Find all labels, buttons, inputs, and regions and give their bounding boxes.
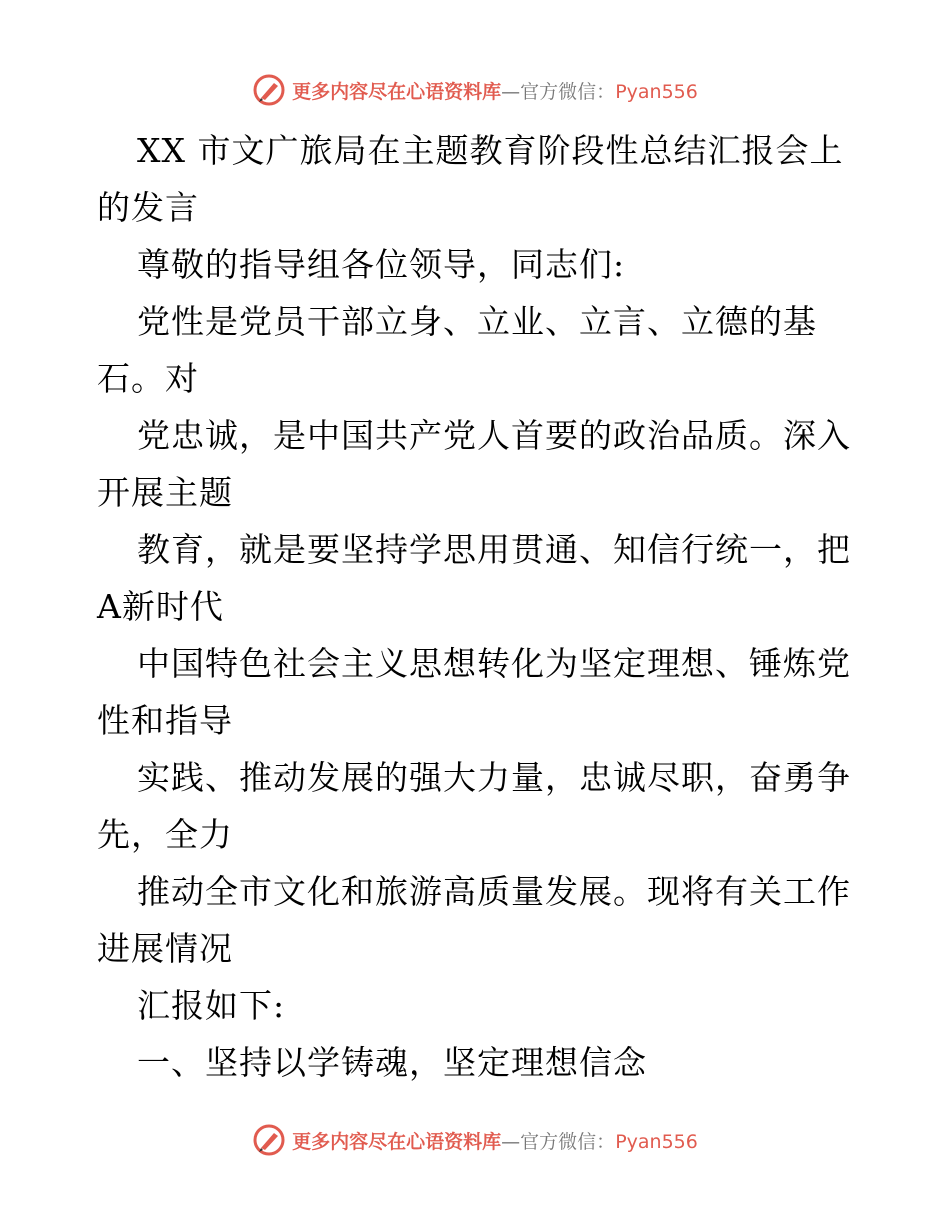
paragraph-line: 中国特色社会主义思想转化为坚定理想、锤炼党: [137, 644, 851, 683]
watermark-wechat-id: Pyan556: [615, 80, 698, 103]
watermark-text: [292, 1127, 698, 1154]
paragraph-line: 实践、推动发展的强大力量，忠诚尽职，奋勇争: [137, 758, 851, 797]
paragraph-line: 先，全力: [97, 815, 233, 854]
watermark-separator: —: [501, 1130, 521, 1153]
paragraph-line: A新时代: [97, 587, 224, 626]
paragraph-line: 进展情况: [97, 929, 233, 968]
section-heading: 一、坚持以学铸魂，坚定理想信念: [137, 1043, 647, 1082]
watermark-text: [292, 77, 698, 104]
watermark-brand: 更多内容尽在心语资料库: [292, 1130, 502, 1153]
watermark-wechat-id: Pyan556: [615, 1130, 698, 1153]
paragraph-line: 开展主题: [97, 473, 233, 512]
pen-logo-icon: [252, 73, 286, 107]
paragraph-line: 推动全市文化和旅游高质量发展。现将有关工作: [137, 872, 851, 911]
paragraph-line: 党性是党员干部立身、立业、立言、立德的基: [137, 302, 817, 341]
paragraph-line: 教育，就是要坚持学思用贯通、知信行统一，把: [137, 530, 851, 569]
paragraph-line: 汇报如下:: [137, 986, 286, 1025]
watermark-footer: [0, 1120, 950, 1160]
document-body: [97, 122, 857, 1091]
watermark-brand: 更多内容尽在心语资料库: [292, 80, 502, 103]
document-title-line-2: 的发言: [97, 188, 199, 227]
watermark-official: 官方微信：: [520, 1130, 616, 1153]
paragraph-line: 性和指导: [97, 701, 233, 740]
document-title-line-1: XX 市文广旅局在主题教育阶段性总结汇报会上: [137, 131, 844, 170]
paragraph-line: 石。对: [97, 359, 199, 398]
paragraph-line: 党忠诚，是中国共产党人首要的政治品质。深入: [137, 416, 851, 455]
watermark-header: [0, 70, 950, 110]
pen-logo-icon: [252, 1123, 286, 1157]
salutation: 尊敬的指导组各位领导，同志们:: [137, 245, 626, 284]
watermark-official: 官方微信：: [520, 80, 616, 103]
watermark-separator: —: [501, 80, 521, 103]
